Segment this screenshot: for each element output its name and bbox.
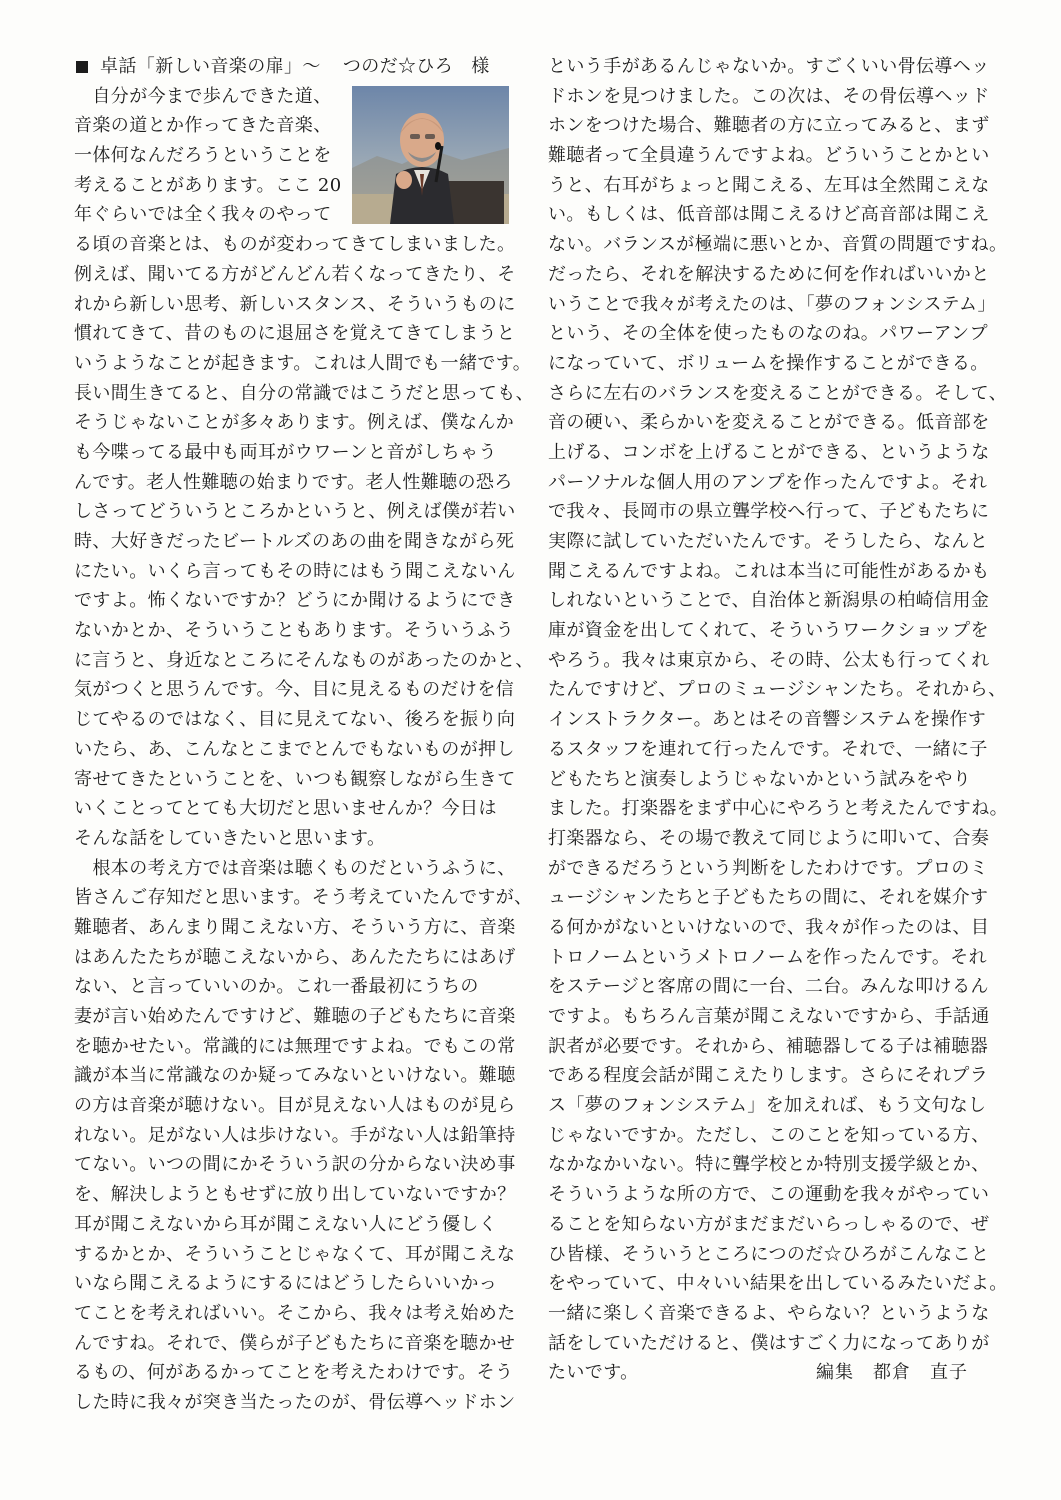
- speaker-photo-image: [352, 86, 509, 224]
- text-line: 自分が今まで歩んできた道、: [74, 85, 332, 107]
- text-line: しさってどういうところかというと、例えば僕が若い: [74, 501, 516, 523]
- text-line: という、その全体を使ったものなのね。パワーアンプ: [548, 323, 988, 345]
- text-line: そういうような所の方で、この運動を我々がやってい: [548, 1184, 990, 1206]
- text-line: いなら聞こえるようにするにはどうしたらいいかっ: [74, 1273, 498, 1295]
- text-line: だったら、それを解決するために何を作ればいいかと: [548, 263, 990, 285]
- text-line: ドホンを見つけました。この次は、その骨伝導ヘッド: [548, 85, 990, 107]
- text-line: 庫が資金を出してくれて、そういうワークショップを: [548, 620, 989, 642]
- text-line: いたら、あ、こんなとこまでとんでもないものが押し: [74, 738, 515, 760]
- text-line: ないかとか、そういうこともあります。そういうふう: [74, 620, 515, 642]
- text-line: ました。打楽器をまず中心にやろうと考えたんですね。: [548, 798, 1008, 820]
- text-line: 音の硬い、柔らかいを変えることができる。低音部を: [548, 412, 990, 434]
- text-line: 聞こえるんですよね。これは本当に可能性があるかも: [548, 560, 990, 582]
- text-line: どもたちと演奏しようじゃないかという試みをやり: [548, 768, 972, 790]
- text-line: で我々、長岡市の県立聾学校へ行って、子どもたちに: [548, 501, 990, 523]
- text-line: じてやるのではなく、目に見えてない、後ろを振り向: [74, 709, 516, 731]
- right-column: [548, 52, 1008, 1388]
- left-column: [74, 52, 534, 1418]
- text-line: たんですけど、プロのミュージシャンたち。それから、: [548, 679, 1007, 701]
- text-line: 考えることがあります。ここ 20: [74, 174, 342, 196]
- text-line: てない。いつの間にかそういう訳の分からない決め事: [74, 1154, 516, 1176]
- text-line: るもの、何があるかってことを考えたわけです。そう: [74, 1362, 514, 1384]
- text-line: はあんたたちが聴こえないから、あんたたちにはあげ: [74, 946, 516, 968]
- text-line: 上げる、コンボを上げることができる、というような: [548, 441, 990, 463]
- text-line: 識が本当に常識なのか疑ってみないといけない。難聴: [74, 1065, 516, 1087]
- left-body: [74, 82, 534, 1418]
- text-line: 気がつくと思うんです。今、目に見えるものだけを信: [74, 679, 515, 701]
- text-line: ュージシャンたちと子どもたちの間に、それを媒介す: [548, 887, 989, 909]
- text-line: ですよ。怖くないですか？どうにか聞けるようにでき: [74, 590, 516, 612]
- text-line: 皆さんご存知だと思います。そう考えていたんですが、: [74, 887, 533, 909]
- text-line: 難聴者、あんまり聞こえない方、そういう方に、音楽: [74, 916, 516, 938]
- text-line: になっていて、ボリュームを操作することができる。: [548, 352, 989, 374]
- text-line: という手があるんじゃないか。すごくいい骨伝導ヘッ: [548, 56, 990, 77]
- text-line: い。もしくは、低音部は聞こえるけど高音部は聞こえ: [548, 204, 990, 226]
- text-line: そうじゃないことが多々あります。例えば、僕なんか: [74, 412, 515, 434]
- text-line: さらに左右のバランスを変えることができる。そして、: [548, 382, 1008, 404]
- text-line: そんな話をしていきたいと思います。: [74, 827, 386, 849]
- text-line: インストラクター。あとはその音響システムを操作す: [548, 709, 987, 731]
- text-line: 長い間生きてると、自分の常識ではこうだと思っても、: [74, 382, 534, 404]
- speaker-photo: [352, 86, 509, 224]
- right-body: [548, 52, 1008, 1358]
- text-line: 音楽の道とか作ってきた音楽、: [74, 115, 332, 137]
- article-title-line: [74, 52, 516, 82]
- text-line: した時に我々が突き当たったのが、骨伝導ヘッドホン: [74, 1391, 516, 1413]
- text-line: 実際に試していただいたんです。そうしたら、なんと: [548, 531, 989, 552]
- text-line: ることを知らない方がまだまだいらっしゃるので、ぜ: [548, 1213, 990, 1235]
- text-line: やろう。我々は東京から、その時、公太も行ってくれ: [548, 649, 990, 671]
- text-line: んですね。それで、僕らが子どもたちに音楽を聴かせ: [74, 1332, 516, 1354]
- text-line: トロノームというメトロノームを作ったんです。それ: [548, 946, 988, 968]
- text-line: 寄せてきたということを、いつも観察しながら生きて: [74, 768, 516, 790]
- text-line: 訳者が必要です。それから、補聴器してる子は補聴器: [548, 1035, 989, 1057]
- text-line: ない。バランスが極端に悪いとか、音質の問題ですね。: [548, 234, 1008, 256]
- text-line: いうようなことが起きます。これは人間でも一緒です。: [74, 352, 532, 374]
- text-line: ない、と言っていいのか。これ一番最初にうちの: [74, 976, 479, 998]
- text-line: に言うと、身近なところにそんなものがあったのかと、: [74, 649, 534, 671]
- text-line: しれないということで、自治体と新潟県の柏崎信用金: [548, 590, 990, 612]
- text-line: 例えば、聞いてる方がどんどん若くなってきたり、そ: [74, 263, 516, 285]
- title-bullet-icon: [76, 61, 88, 73]
- article-title: 卓話「新しい音楽の扉」～: [100, 56, 321, 77]
- editor-credit: 編集 都倉 直子: [816, 1362, 968, 1384]
- text-line: 時、大好きだったビートルズのあの曲を聞きながら死: [74, 531, 515, 552]
- text-line: するかとか、そういうことじゃなくて、耳が聞こえな: [74, 1243, 516, 1265]
- text-line: 難聴者って全員違うんですよね。どういうことかとい: [548, 145, 990, 167]
- text-line: 一体何なんだろうということを: [74, 145, 332, 167]
- text-line: 妻が言い始めたんですけど、難聴の子どもたちに音楽: [74, 1006, 516, 1027]
- text-line: るスタッフを連れて行ったんです。それで、一緒に子: [548, 738, 988, 760]
- article-author: つのだ☆ひろ: [342, 56, 454, 77]
- text-line: である程度会話が聞こえたりします。さらにそれプラ: [548, 1065, 989, 1087]
- text-line: なかなかいない。特に聾学校とか特別支援学級とか、: [548, 1154, 990, 1176]
- text-line: 打楽器なら、その場で教えて同じように叩いて、合奏: [548, 827, 990, 849]
- text-line: ですよ。もちろん言葉が聞こえないですから、手話通: [548, 1006, 990, 1027]
- text-line: ス「夢のフォンシステム」を加えれば、もう文句なし: [548, 1095, 987, 1117]
- text-line: る何かがないといけないので、我々が作ったのは、目: [548, 916, 990, 938]
- article-honorific: 様: [471, 56, 490, 77]
- text-line: パーソナルな個人用のアンプを作ったんですよ。それ: [548, 471, 988, 493]
- text-line: 一緒に楽しく音楽できるよ、やらない？というような: [548, 1302, 990, 1324]
- text-line: れから新しい思考、新しいスタンス、そういうものに: [74, 293, 516, 315]
- text-line: いくことってとても大切だと思いませんか？今日は: [74, 798, 497, 820]
- text-line: ホンをつけた場合、難聴者の方に立ってみると、まず: [548, 115, 990, 137]
- text-line: てことを考えればいい。そこから、我々は考え始めた: [74, 1302, 516, 1324]
- text-line: ができるだろうという判断をしたわけです。プロのミ: [548, 857, 989, 879]
- text-line: じゃないですか。ただし、このことを知っている方、: [548, 1124, 990, 1146]
- text-line: を、解決しようともせずに放り出していないですか？: [74, 1184, 516, 1206]
- text-line: にたい。いくら言ってもその時にはもう聞こえないん: [74, 560, 516, 582]
- text-line: をステージと客席の間に一台、二台。みんな叩けるん: [548, 976, 989, 998]
- text-line: も今喋ってる最中も両耳がウワーンと音がしちゃう: [74, 441, 497, 463]
- text-line: を聴かせたい。常識的には無理ですよね。でもこの常: [74, 1035, 516, 1057]
- text-line: 年ぐらいでは全く我々のやって: [74, 204, 332, 226]
- text-line: 慣れてきて、昔のものに退屈さを覚えてきてしまうと: [74, 323, 516, 345]
- text-line: れない。足がない人は歩けない。手がない人は鉛筆持: [74, 1124, 516, 1146]
- closing-text: たいです。: [548, 1362, 639, 1384]
- text-line: うと、右耳がちょっと聞こえる、左耳は全然聞こえな: [548, 174, 990, 196]
- text-line: の方は音楽が聴けない。目が見えない人はものが見ら: [74, 1095, 516, 1117]
- text-line: をやっていて、中々いい結果を出しているみたいだよ。: [548, 1273, 1008, 1295]
- text-line: 根本の考え方では音楽は聴くものだというふうに、: [74, 857, 516, 879]
- text-line: ひ皆様、そういうところにつのだ☆ひろがこんなこと: [548, 1243, 990, 1265]
- text-line: んです。老人性難聴の始まりです。老人性難聴の恐ろ: [74, 471, 513, 493]
- text-line: る頃の音楽とは、ものが変わってきてしまいました。: [74, 234, 516, 256]
- text-line: いうことで我々が考えたのは、「夢のフォンシステム」: [548, 293, 996, 315]
- text-line: 耳が聞こえないから耳が聞こえない人にどう優しく: [74, 1213, 498, 1235]
- closing-line: [548, 1358, 968, 1388]
- text-line: 話をしていただけると、僕はすごく力になってありが: [548, 1332, 990, 1354]
